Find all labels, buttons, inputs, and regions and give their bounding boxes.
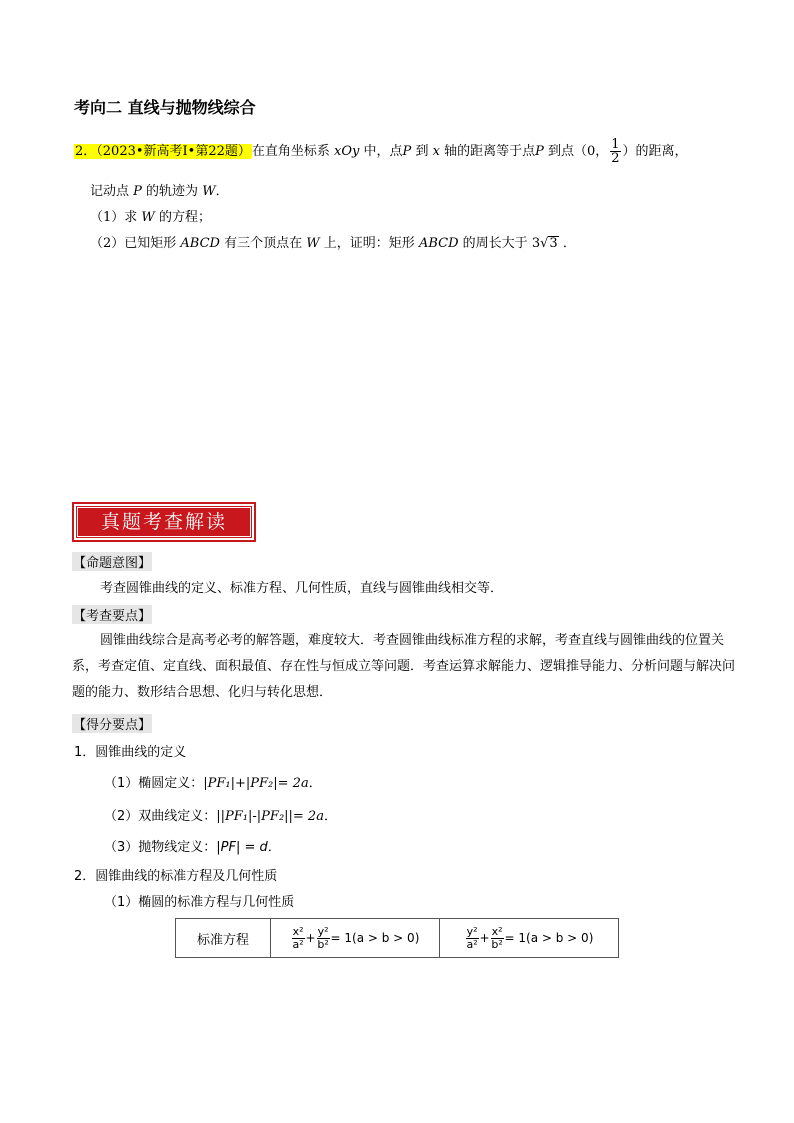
fraction-denominator: b² — [317, 937, 329, 951]
punctuation: ． — [323, 809, 337, 824]
punctuation: ． — [308, 776, 322, 791]
definition-formula: |PF₁|+|PF₂|= 2a — [203, 776, 309, 791]
keypoints-text: 圆锥曲线综合是高考必考的解答题，难度较大．考查圆锥曲线标准方程的求解，考查直线与圆锥曲线的位置关系，考查定值、定直线、面积最值、存在性与恒成立等问题．考查运算求解能力、逻辑推导能力、分析问题与解决问题的能力、数形结合思想、化归与转化思想． — [72, 633, 736, 700]
banner-title: 真题考查解读 — [100, 511, 227, 533]
fraction-numerator: y² — [466, 924, 478, 938]
question-text: ． — [215, 184, 229, 199]
question-text: 有三个顶点在 — [224, 236, 303, 251]
question-text: 的轨迹为 — [146, 184, 199, 199]
question-text: 中，点 — [363, 144, 403, 159]
equation-rest: = 1(a > b > 0) — [504, 930, 594, 945]
question-line-2 — [90, 180, 229, 199]
question-text: 记动点 — [90, 184, 130, 199]
definition-label: （1）椭圆定义： — [104, 776, 204, 791]
fraction-numerator: y² — [317, 924, 329, 938]
point-p: P — [133, 184, 142, 199]
question-number: 2． — [75, 144, 97, 159]
question-number-source — [74, 144, 252, 159]
question-part-1 — [90, 206, 211, 225]
question-text: 轴的距离等于点 — [444, 144, 536, 159]
fraction-one-half — [610, 138, 620, 165]
point-p: P — [402, 144, 412, 159]
definition-label: （3）抛物线定义： — [104, 840, 217, 855]
table-row — [176, 919, 619, 958]
question-text: （1）求 — [90, 210, 138, 225]
question-text: ）的距离， — [622, 144, 688, 159]
trajectory-w: W — [202, 184, 216, 199]
fraction — [317, 926, 330, 951]
ellipse-equation-x: $\frac{\text{x²}}{\text{a²}}$ + $\frac{\text{y²}}{\text{b²}}$ = 1(a > b > 0) — [292, 924, 420, 951]
fraction-denominator: 2 — [611, 151, 620, 166]
question-source: （2023•新高考Ⅰ•第22题） — [96, 144, 251, 159]
sqrt-radicand: 3 — [549, 236, 558, 251]
table-label-cell: 标准方程 — [176, 919, 271, 958]
definition-formula: ||PF₁|-|PF₂||= 2a — [216, 809, 324, 824]
table-equation-cell — [271, 919, 440, 958]
question-text: 上，证明：矩形 — [323, 236, 415, 251]
question-text: 到点（0， — [547, 144, 609, 159]
hyperbola-definition — [104, 805, 337, 824]
fraction — [491, 926, 504, 951]
fraction-denominator: a² — [292, 937, 304, 951]
trajectory-w: W — [306, 236, 320, 251]
question-text: 的周长大于 — [462, 236, 528, 251]
question-text: （2）已知矩形 — [90, 236, 177, 251]
definition-label: （2）双曲线定义： — [104, 809, 217, 824]
question-text: ． — [562, 236, 576, 251]
ellipse-equation-y: $\frac{\text{y²}}{\text{a²}}$ + $\frac{\text{x²}}{\text{b²}}$ = 1(a > b > 0) — [466, 924, 594, 951]
equation-rest: = 1(a > b > 0) — [330, 930, 420, 945]
keypoints-tag: 【考查要点】 — [72, 605, 152, 624]
rectangle-abcd: ABCD — [418, 236, 459, 251]
fraction — [292, 926, 305, 951]
section-title: 考向二 直线与抛物线综合 — [74, 98, 256, 117]
punctuation: ． — [267, 840, 281, 855]
x-axis: x — [432, 144, 440, 159]
definition-formula: |PF| = d — [216, 840, 268, 855]
coord-system: xOy — [334, 144, 360, 159]
fraction — [466, 926, 479, 951]
question-part-2: （2）已知矩形 ABCD 有三个顶点在 W 上，证明：矩形 ABCD 的周长大于 3√3 ． — [90, 236, 576, 251]
scoring-heading-2: 2．圆锥曲线的标准方程及几何性质 — [74, 869, 278, 884]
scoring-heading-1: 1．圆锥曲线的定义 — [74, 745, 187, 760]
question-text: 的方程； — [158, 210, 211, 225]
fraction-denominator: a² — [466, 937, 478, 951]
coefficient: 3 — [531, 236, 541, 251]
rectangle-abcd: ABCD — [180, 236, 220, 251]
parabola-definition — [104, 836, 281, 855]
question-line-1 — [74, 138, 688, 165]
trajectory-w: W — [141, 210, 155, 225]
ellipse-subheading: （1）椭圆的标准方程与几何性质 — [104, 895, 295, 910]
standard-equation-table — [175, 918, 619, 958]
fraction-denominator: b² — [491, 937, 503, 951]
intent-tag: 【命题意图】 — [72, 552, 152, 571]
question-text: 到 — [415, 144, 429, 159]
table-equation-cell — [440, 919, 619, 958]
fraction-numerator: x² — [491, 924, 503, 938]
fraction-numerator: x² — [292, 924, 304, 938]
intent-text: 考查圆锥曲线的定义、标准方程、几何性质，直线与圆锥曲线相交等． — [100, 581, 504, 596]
scoring-tag: 【得分要点】 — [72, 714, 152, 733]
ellipse-definition — [104, 772, 322, 791]
fraction-numerator: 1 — [611, 137, 620, 152]
point-p: P — [535, 144, 544, 159]
question-text: 在直角坐标系 — [251, 144, 330, 159]
